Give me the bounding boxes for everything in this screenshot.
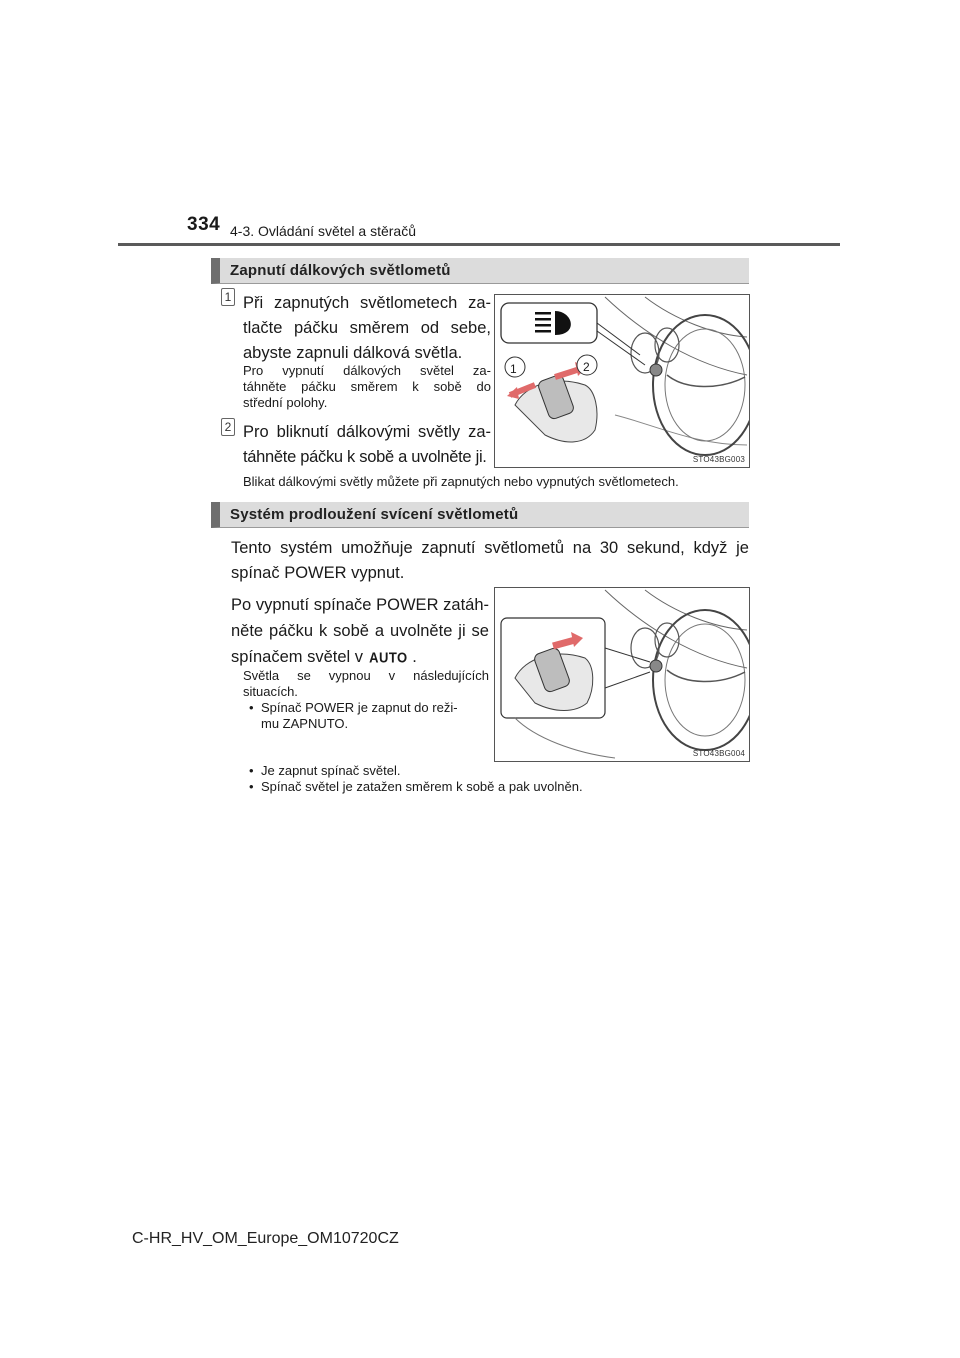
callout-2: 2: [583, 360, 590, 374]
section-title: Systém prodloužení svícení světlometů: [230, 506, 519, 523]
step-2-text: [243, 420, 491, 470]
text-line: něte páčku k sobě a uvolněte ji se: [231, 622, 489, 640]
text-fragment: spínačem světel v: [231, 648, 364, 666]
text-line: spínač POWER vypnut.: [231, 564, 405, 582]
bullet-item: • Je zapnut spínač světel.: [249, 763, 401, 778]
flash-note: Blikat dálkovými světly můžete při zapnutých nebo vypnutých světlometech.: [243, 474, 679, 489]
bullet-item: • Spínač světel je zatažen směrem k sobě a pak uvolněn.: [249, 779, 583, 794]
text-line: [231, 644, 489, 671]
lever-illustration: [495, 588, 749, 761]
step-1-text: [243, 291, 491, 366]
text-line: táhněte páčku k sobě a uvolněte ji.: [243, 448, 487, 466]
lever-illustration: [495, 295, 749, 467]
text-line: Po vypnutí spínače POWER zatáh-: [231, 596, 489, 614]
figure-high-beam-lever: [494, 294, 750, 468]
bullet-item: • Spínač POWER je zapnut do reži- mu ZAPNUTO.: [249, 700, 489, 732]
section-path: 4-3. Ovládání světel a stěračů: [230, 223, 416, 239]
section-title: Zapnutí dálkových světlometů: [230, 262, 451, 279]
bullet-list: [249, 763, 749, 795]
text-line: situacích.: [243, 684, 298, 699]
section-heading-extension-system: [211, 502, 749, 528]
text-line: mu ZAPNUTO.: [261, 716, 349, 731]
intro-text: [231, 536, 749, 586]
page-number: 334: [187, 214, 221, 235]
text-line: táhněte páčku směrem k sobě do: [243, 379, 491, 394]
auto-position-label: AUTO: [369, 648, 408, 667]
text-line: Spínač světel je zatažen směrem k sobě a pak uvolněn.: [261, 779, 583, 794]
text-line: Světla se vypnou v následujících: [243, 668, 489, 683]
text-line: tlačte páčku směrem od sebe,: [243, 319, 491, 337]
step-1-note: [243, 363, 491, 411]
text-line: abyste zapnuli dálková světla.: [243, 344, 463, 362]
callout-1: 1: [510, 362, 517, 376]
document-code: C-HR_HV_OM_Europe_OM10720CZ: [132, 1230, 399, 1247]
figure-extension-lever: [494, 587, 750, 762]
instruction-text: [231, 592, 489, 671]
header-rule: [118, 243, 840, 246]
step-marker-2: 2: [221, 418, 235, 436]
text-line: střední polohy.: [243, 395, 328, 410]
text-line: Spínač POWER je zapnut do reži-: [261, 700, 458, 715]
section-heading-high-beam: [211, 258, 749, 284]
figure-code: STO43BG003: [692, 455, 745, 464]
text-line: Při zapnutých světlometech za-: [243, 294, 491, 312]
off-note: [243, 668, 489, 700]
text-line: Tento systém umožňuje zapnutí světlometů na 30 sekund, když je: [231, 539, 749, 557]
text-fragment: .: [412, 648, 417, 666]
text-line: Pro vypnutí dálkových světel za-: [243, 363, 491, 378]
text-line: Pro bliknutí dálkovými světly za-: [243, 423, 491, 441]
step-marker-1: 1: [221, 288, 235, 306]
text-line: Je zapnut spínač světel.: [261, 763, 401, 778]
figure-code: STO43BG004: [692, 749, 745, 758]
